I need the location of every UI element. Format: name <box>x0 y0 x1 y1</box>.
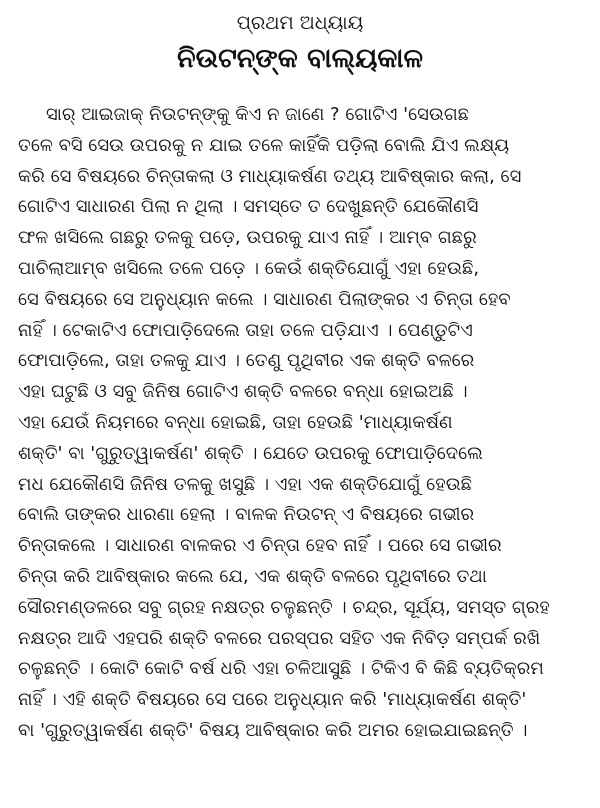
text-line: ଶକ୍ତି' ବା 'ଗୁରୁତ୍ୱାକର୍ଷଣ' ଶକ୍ତି । ଯେତେ ଉପରକୁ ଫୋପାଡ଼ିଦେଲେ <box>18 442 483 464</box>
text-line: ନାହିଁ । ଟେକାଟିଏ ଫୋପାଡ଼ିଦେଲେ ତାହା ତଳେ ପଡ଼ିଯାଏ । ପେଣ୍ଡୁଟିଏ <box>18 319 473 341</box>
text-line: ଫଳ ଖସିଲେ ଗଛରୁ ତଳକୁ ପଡ଼େ, ଉପରକୁ ଯାଏ ନାହିଁ । ଆମ୍ବ ଗଛରୁ <box>18 227 477 249</box>
text-line: ବୋଲି ତାଙ୍କର ଧାରଣା ହେଲା । ବାଳକ ନିଉଟନ୍ ଏ ବିଷୟରେ ଗଭୀର <box>18 504 475 526</box>
text-line: ଫୋପାଡ଼ିଲେ, ତାହା ତଳକୁ ଯାଏ । ତେଣୁ ପୃଥିବୀର ଏକ ଶକ୍ତି ବଳରେ <box>18 350 475 372</box>
text-line: ଚିନ୍ତା କରି ଆବିଷ୍କାର କଲେ ଯେ, ଏକ ଶକ୍ତି ବଳରେ ପୃଥିବୀରେ ତଥା <box>18 565 487 587</box>
text-line: ସାର୍ ଆଇଜାକ୍ ନିଉଟନ୍‌ଙ୍କୁ କିଏ ନ ଜାଣେ ? ଗୋଟିଏ 'ସେଉଗଛ <box>46 104 470 125</box>
text-line: ନାହିଁ । ଏହି ଶକ୍ତି ବିଷୟରେ ସେ ପରେ ଅନୁଧ୍ୟାନ କରି 'ମାଧ୍ୟାକର୍ଷଣ ଶକ୍ତି' <box>18 689 527 711</box>
text-line: ଗୋଟିଏ ସାଧାରଣ ପିଲା ନ ଥିଲା । ସମସ୍ତେ ତ ଦେଖୁଛନ୍ତି ଯେକୌଣସି <box>18 196 479 218</box>
text-line: ମଧ ଯେକୌଣସି ଜିନିଷ ତଳକୁ ଖସୁଛି । ଏହା ଏକ ଶକ୍ତିଯୋଗୁଁ ହେଉଛି <box>18 473 473 495</box>
body-paragraph <box>18 100 582 747</box>
text-line: ନକ୍ଷତ୍ର ଆଦି ଏହପରି ଶକ୍ତି ବଳରେ ପରସ୍ପର ସହିତ ଏକ ନିବିଡ଼ ସମ୍ପର୍କ ରଖି <box>18 627 541 649</box>
chapter-label: ପ୍ରଥମ ଅଧ୍ୟାୟ <box>236 12 364 34</box>
text-line: ପାଚିଲାଆମ୍ବ ଖସିଲେ ତଳେ ପଡ଼େ । କେଉଁ ଶକ୍ତିଯୋଗୁଁ ଏହା ହେଉଛି, <box>18 257 480 279</box>
text-line: ସେ ବିଷୟରେ ସେ ଅନୁଧ୍ୟାନ କଲେ । ସାଧାରଣ ପିଲାଙ୍କର ଏ ଚିନ୍ତା ହେବ <box>18 288 511 310</box>
text-line: ବା 'ଗୁରୁତ୍ୱାକର୍ଷଣ ଶକ୍ତି' ବିଷୟ ଆବିଷ୍କାର କରି ଅମର ହୋଇଯାଇଛନ୍ତି । <box>18 719 528 741</box>
text-line: କରି ସେ ବିଷୟରେ ଚିନ୍ତାକଲା ଓ ମାଧ୍ୟାକର୍ଷଣ ତଥ୍ୟ ଆବିଷ୍କାର କଲା, ସେ <box>18 165 522 187</box>
text-line: ଚଳୁଛନ୍ତି । କୋଟି କୋଟି ବର୍ଷ ଧରି ଏହା ଚଳିଆସୁଛି । ଟିକିଏ ବି କିଛି ବ୍ୟତିକ୍ରମ <box>18 658 544 680</box>
text-line: ଚିନ୍ତାକଲେ । ସାଧାରଣ ବାଳକର ଏ ଚିନ୍ତା ହେବ ନାହିଁ । ପରେ ସେ ଗଭୀର <box>18 535 502 557</box>
text-line: ଏହା ଘଟୁଛି ଓ ସବୁ ଜିନିଷ ଗୋଟିଏ ଶକ୍ତି ବଳରେ ବନ୍ଧା ହୋଇଅଛି । <box>18 381 468 403</box>
chapter-title: ନିଉଟନ୍‌ଙ୍କ ବାଲ୍ୟକାଳ <box>176 43 424 74</box>
text-line: ଏହା ଯେଉଁ ନିୟମରେ ବନ୍ଧା ହୋଇଛି, ତାହା ହେଉଛି 'ମାଧ୍ୟାକର୍ଷଣ <box>18 411 453 433</box>
text-line: ତଳେ ବସି ସେଉ ଉପରକୁ ନ ଯାଇ ତଳେ କାହିଁକି ପଡ଼ିଲା ବୋଲି ଯିଏ ଲକ୍ଷ୍ୟ <box>18 134 510 156</box>
text-line: ସୌରମଣ୍ଡଳରେ ସବୁ ଗ୍ରହ ନକ୍ଷତ୍ର ଚଳୁଛନ୍ତି । ଚନ୍ଦ୍ର, ସୂର୍ଯ୍ୟ, ସମସ୍ତ ଗ୍ରହ <box>18 596 550 618</box>
